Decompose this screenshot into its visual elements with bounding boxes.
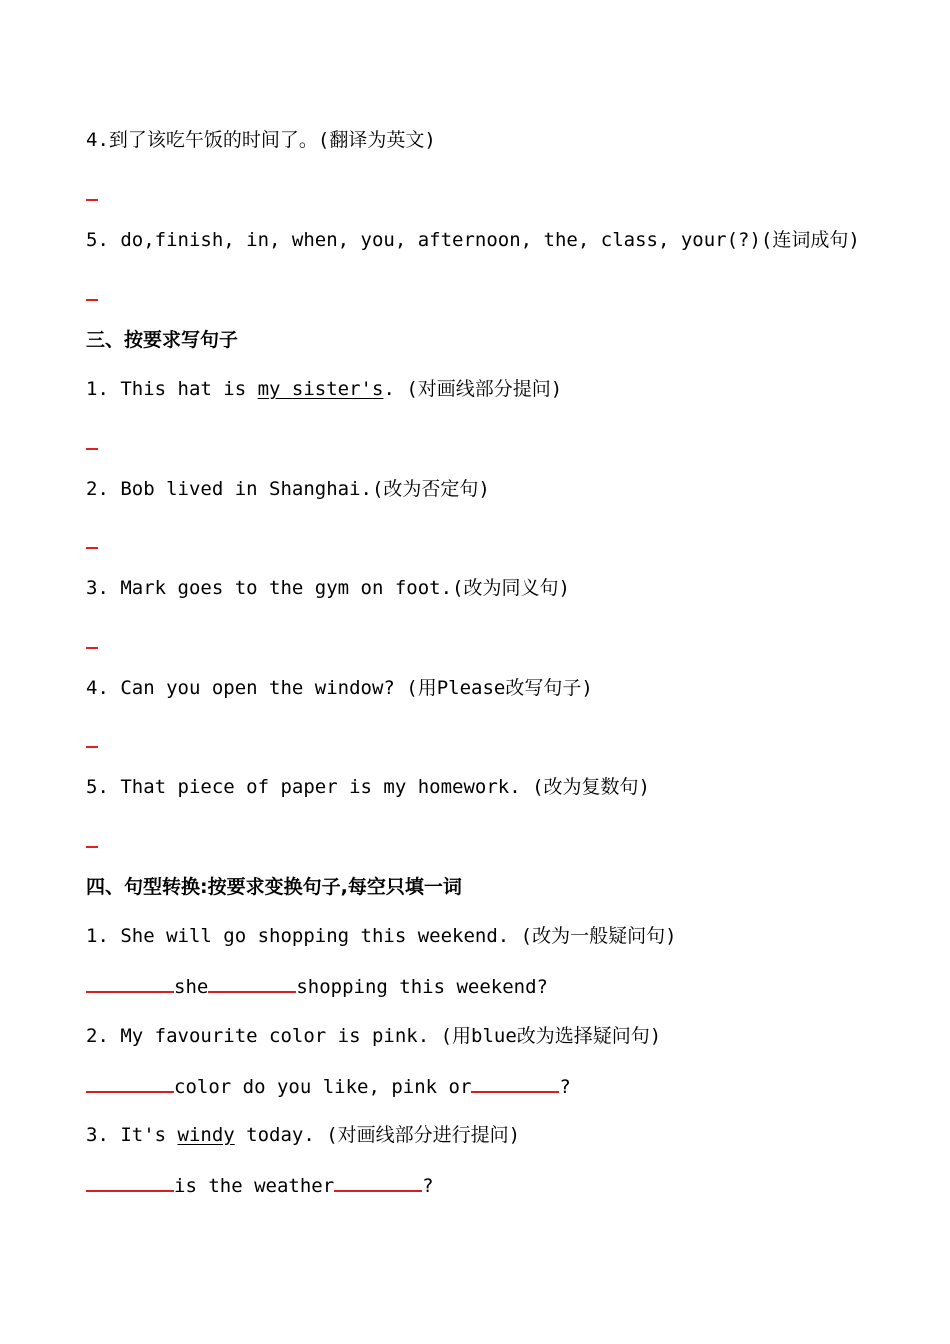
section-4-question-2: 2. My favourite color is pink. (用blue改为选择疑问句) xyxy=(86,1025,662,1047)
answer-text: shopping this weekend? xyxy=(296,976,548,998)
section-4-answer-3 xyxy=(86,1172,434,1199)
underlined-phrase: my sister's xyxy=(257,378,384,400)
answer-text: she xyxy=(174,976,209,998)
section-4-question-1: 1. She will go shopping this weekend. (改为一般疑问句) xyxy=(86,925,677,947)
section-4-question-3 xyxy=(86,1122,520,1148)
answer-mark xyxy=(86,199,98,201)
section-3-heading: 三、按要求写句子 xyxy=(86,329,239,351)
answer-text: ? xyxy=(422,1175,434,1197)
answer-mark xyxy=(86,299,98,301)
fill-blank[interactable] xyxy=(86,1073,174,1093)
section-3-question-3: 3. Mark goes to the gym on foot.(改为同义句) xyxy=(86,577,570,599)
fill-blank[interactable] xyxy=(471,1073,559,1093)
answer-text: is the weather xyxy=(174,1175,335,1197)
question-5-word-order: 5. do,finish, in, when, you, afternoon, the, class, your(?)(连词成句) xyxy=(86,229,860,251)
answer-mark xyxy=(86,746,98,748)
answer-text: color do you like, pink or xyxy=(174,1076,472,1098)
section-4-answer-1 xyxy=(86,973,548,1000)
section-3-question-2: 2. Bob lived in Shanghai.(改为否定句) xyxy=(86,478,490,500)
fill-blank[interactable] xyxy=(208,973,296,993)
section-3-question-5: 5. That piece of paper is my homework. (改为复数句) xyxy=(86,776,650,798)
section-4-heading: 四、句型转换:按要求变换句子,每空只填一词 xyxy=(86,876,462,898)
answer-mark xyxy=(86,448,98,450)
question-instruction: today. (对画线部分进行提问) xyxy=(234,1124,521,1146)
question-text: 3. It's xyxy=(86,1124,178,1146)
underlined-word: windy xyxy=(177,1124,235,1146)
question-4-translate: 4.到了该吃午饭的时间了。(翻译为英文) xyxy=(86,129,436,151)
fill-blank[interactable] xyxy=(86,1172,174,1192)
answer-text: ? xyxy=(559,1076,571,1098)
section-3-question-1 xyxy=(86,376,562,402)
answer-mark xyxy=(86,647,98,649)
section-3-question-4: 4. Can you open the window? (用Please改写句子) xyxy=(86,677,593,699)
section-4-answer-2 xyxy=(86,1073,571,1100)
fill-blank[interactable] xyxy=(86,973,174,993)
question-instruction: . (对画线部分提问) xyxy=(383,378,563,400)
fill-blank[interactable] xyxy=(334,1172,422,1192)
answer-mark xyxy=(86,846,98,848)
answer-mark xyxy=(86,547,98,549)
question-text: 1. This hat is xyxy=(86,378,258,400)
